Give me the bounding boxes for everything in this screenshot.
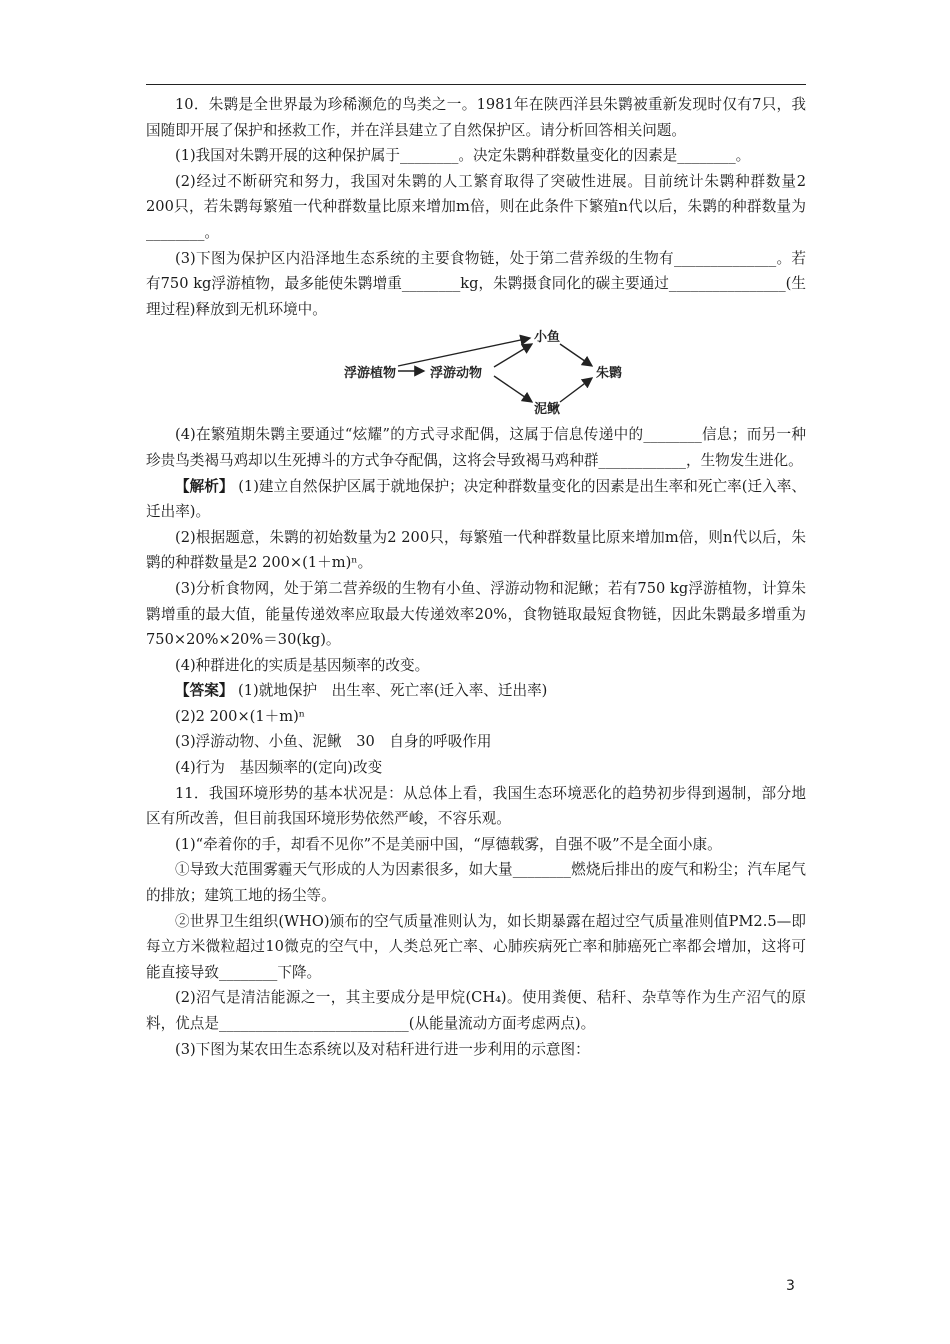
answer-3: (3)浮游动物、小鱼、泥鳅 30 自身的呼吸作用 xyxy=(175,733,492,751)
node-zooplankton: 浮游动物 xyxy=(430,366,483,382)
q10-part4: (4)在繁殖期朱鹮主要通过“炫耀”的方式寻求配偶，这属于信息传递中的________信息；而另一种珍贵鸟类褐马鸡却以生死搏斗的方式争夺配偶，这将会导致褐马鸡种群____________，生物发生进化。 xyxy=(146,426,806,469)
analysis-1-text: (1)建立自然保护区属于就地保护；决定种群数量变化的因素是出生率和死亡率(迁入率、迁出率)。 xyxy=(146,477,806,521)
q10-part1: (1)我国对朱鹮开展的这种保护属于________。决定朱鹮种群数量变化的因素是________。 xyxy=(175,147,751,165)
arrow-zoo-loach xyxy=(494,376,532,402)
node-loach: 泥鳅 xyxy=(534,402,561,418)
page-number: 3 xyxy=(786,1278,795,1294)
q11-part1b: ②世界卫生组织(WHO)颁布的空气质量准则认为，如长期暴露在超过空气质量准则值PM2.5—即每立方米微粒超过10微克的空气中，人类总死亡率、心肺疾病死亡率和肺癌死亡率都会增加，这将可能直接导致________下降。 xyxy=(146,912,806,981)
arrow-zoo-fish xyxy=(494,344,532,367)
q10-part3: (3)下图为保护区内沿泽地生态系统的主要食物链，处于第二营养级的生物有______________。若有750 kg浮游植物，最多能使朱鹮增重________kg，朱鹮摄食同化的碳主要通过________________(生理过程)释放到无机环境中。 xyxy=(146,249,806,318)
answer-4: (4)行为 基因频率的(定向)改变 xyxy=(175,759,383,777)
food-web-diagram xyxy=(146,324,806,416)
analysis-2: (2)根据题意，朱鹮的初始数量为2 200只，每繁殖一代种群数量比原来增加m倍，则n代以后，朱鹮的种群数量是2 200×(1＋m)ⁿ。 xyxy=(146,528,806,572)
q11-part1a: ①导致大范围雾霾天气形成的人为因素很多，如大量________燃烧后排出的废气和粉尘；汽车尾气的排放；建筑工地的扬尘等。 xyxy=(146,861,806,905)
q11-part2: (2)沼气是清洁能源之一，其主要成分是甲烷(CH₄)。使用粪便、秸秆、杂草等作为生产沼气的原料，优点是__________________________(从能量流动方面考虑两点)。 xyxy=(146,989,806,1032)
q11-part3: (3)下图为某农田生态系统以及对秸秆进行进一步利用的示意图： xyxy=(175,1040,590,1058)
arrow-fish-ibis xyxy=(560,344,592,366)
node-small-fish: 小鱼 xyxy=(534,330,561,346)
analysis-3: (3)分析食物网，处于第二营养级的生物有小鱼、浮游动物和泥鳅；若有750 kg浮游植物，计算朱鹮增重的最大值，能量传递效率应取最大传递效率20%，食物链取最短食物链，因此朱鹮最多增重为750×20%×20%＝30(kg)。 xyxy=(146,579,806,649)
node-phytoplankton: 浮游植物 xyxy=(344,366,397,382)
analysis-1 xyxy=(146,474,806,525)
node-ibis: 朱鹮 xyxy=(596,366,623,382)
analysis-label: 【解析】 xyxy=(175,477,234,495)
answer-1 xyxy=(146,678,806,704)
header-rule xyxy=(146,84,806,85)
answer-2: (2)2 200×(1＋m)ⁿ xyxy=(175,707,306,725)
answer-label: 【答案】 xyxy=(175,682,234,700)
q11-stem: 11．我国环境形势的基本状况是：从总体上看，我国生态环境恶化的趋势初步得到遏制，部分地区有所改善，但目前我国环境形势依然严峻，不容乐观。 xyxy=(146,784,806,828)
q10-stem: 10．朱鹮是全世界最为珍稀濒危的鸟类之一。1981年在陕西洋县朱鹮被重新发现时仅有7只，我国随即开展了保护和拯救工作，并在洋县建立了自然保护区。请分析回答相关问题。 xyxy=(146,96,806,139)
q10-part2: (2)经过不断研究和努力，我国对朱鹮的人工繁育取得了突破性进展。目前统计朱鹮种群数量2 200只，若朱鹮每繁殖一代种群数量比原来增加m倍，则在此条件下繁殖n代以后，朱鹮的种群数量为________。 xyxy=(146,172,806,241)
answer-1-text: (1)就地保护 出生率、死亡率(迁入率、迁出率) xyxy=(238,682,548,700)
q11-part1: (1)“牵着你的手，却看不见你”不是美丽中国，“厚德载雾，自强不吸”不是全面小康。 xyxy=(175,835,722,853)
analysis-4: (4)种群进化的实质是基因频率的改变。 xyxy=(175,656,430,674)
arrow-loach-ibis xyxy=(560,378,592,402)
page-content xyxy=(146,92,806,1062)
